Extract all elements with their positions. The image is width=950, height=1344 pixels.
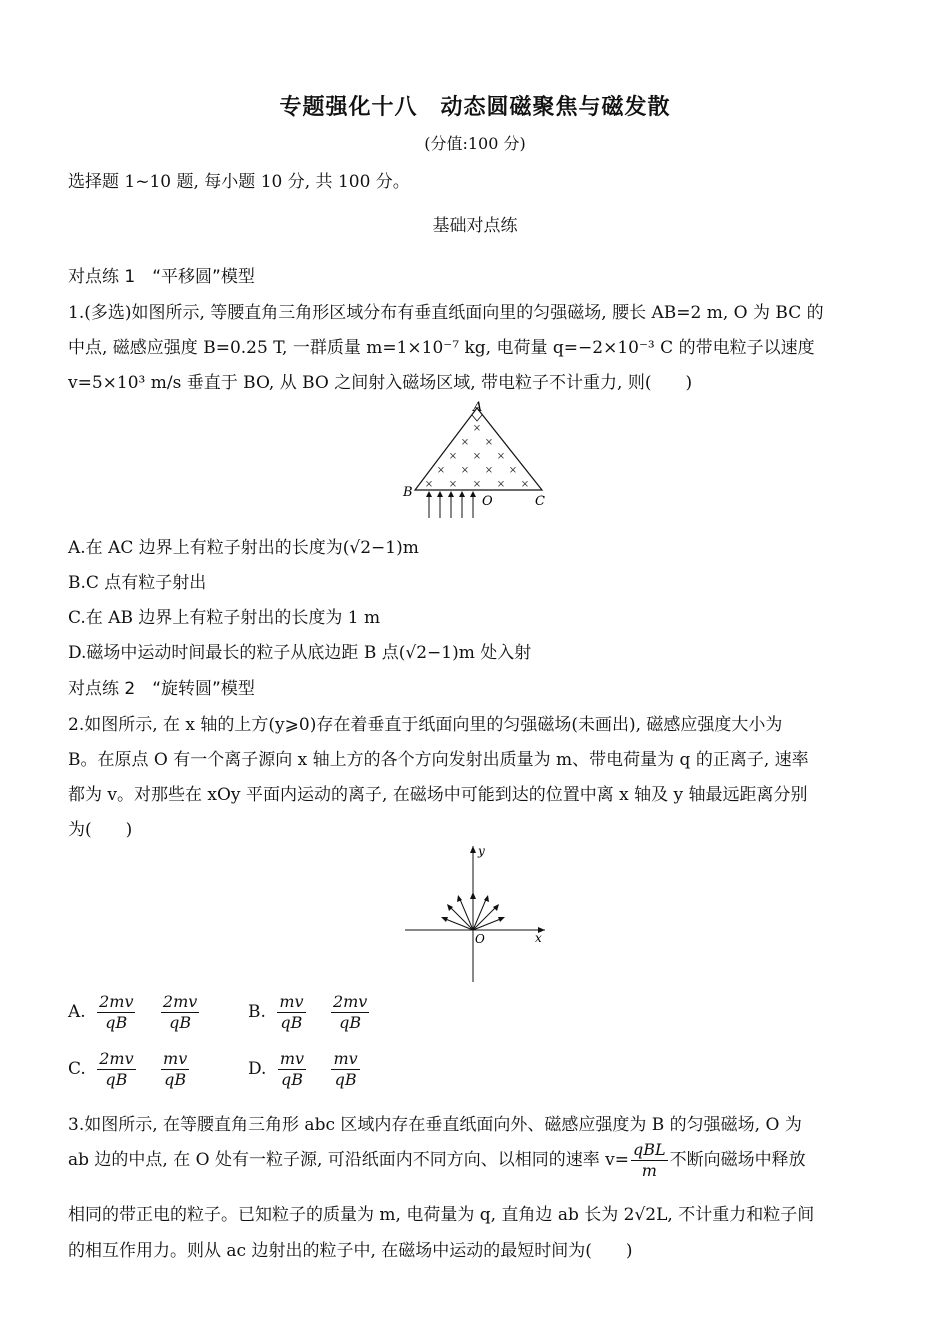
fraction-denominator: qB — [169, 1013, 192, 1032]
fraction-denominator: qB — [164, 1070, 187, 1089]
fraction — [277, 992, 305, 1033]
q2-line2: B。在原点 O 有一个离子源向 x 轴上方的各个方向发射出质量为 m、带电荷量为 q 的正离子, 速率 — [68, 750, 809, 770]
q2-option-b-label: B. — [248, 1002, 266, 1022]
q2-option-c — [68, 1049, 195, 1090]
fraction — [161, 992, 199, 1033]
q2-option-a — [68, 992, 205, 1033]
fraction-denominator: qB — [105, 1070, 128, 1089]
fig2-label-y: y — [478, 844, 485, 858]
fraction — [278, 1049, 306, 1090]
svg-text:×: × — [436, 465, 446, 476]
fraction-denominator: m — [641, 1161, 657, 1180]
q1-option-d: D.磁场中运动时间最长的粒子从底边距 B 点(√2−1)m 处入射 — [68, 643, 532, 663]
fraction-numerator: qBL — [633, 1140, 666, 1159]
q2-option-d — [248, 1049, 366, 1090]
fraction — [631, 1140, 668, 1181]
q1-line3: v=5×10³ m/s 垂直于 BO, 从 BO 之间射入磁场区域, 带电粒子不计重力, 则( ) — [68, 373, 693, 393]
fraction — [97, 992, 135, 1033]
fraction-numerator: 2mv — [99, 992, 134, 1011]
fraction-numerator: mv — [279, 1049, 305, 1068]
svg-text:×: × — [424, 479, 434, 490]
svg-text:×: × — [484, 465, 494, 476]
q2-line1: 2.如图所示, 在 x 轴的上方(y⩾0)存在着垂直于纸面向里的匀强磁场(未画出), 磁感应强度大小为 — [68, 715, 783, 735]
q2-option-d-label: D. — [248, 1059, 267, 1079]
svg-text:×: × — [472, 451, 482, 462]
svg-text:×: × — [496, 451, 506, 462]
svg-text:×: × — [448, 479, 458, 490]
q2-option-c-label: C. — [68, 1059, 86, 1079]
fraction-numerator: mv — [333, 1049, 358, 1068]
fraction-denominator: qB — [280, 1070, 303, 1089]
section-heading: 基础对点练 — [432, 216, 518, 236]
svg-text:×: × — [496, 479, 506, 490]
q3-line2-end: 不断向磁场中释放 — [669, 1150, 806, 1170]
fraction-denominator: qB — [280, 1013, 303, 1032]
svg-text:×: × — [508, 465, 518, 476]
instructions: 选择题 1~10 题, 每小题 10 分, 共 100 分。 — [68, 172, 410, 192]
q3-line2-start: ab 边的中点, 在 O 处有一粒子源, 可沿纸面内不同方向、以相同的速率 v= — [68, 1150, 630, 1170]
svg-text:×: × — [520, 479, 530, 490]
q2-option-a-label: A. — [68, 1002, 86, 1022]
fraction-denominator: qB — [334, 1070, 357, 1089]
axes-figure — [405, 842, 550, 984]
q3-line2 — [68, 1140, 806, 1181]
fig1-label-c: C — [535, 494, 545, 509]
page-title: 专题强化十八 动态圆磁聚焦与磁发散 — [279, 95, 671, 120]
fraction — [161, 1049, 189, 1090]
fraction — [331, 1049, 359, 1090]
q3-line4: 的相互作用力。则从 ac 边射出的粒子中, 在磁场中运动的最短时间为( ) — [68, 1241, 633, 1261]
svg-text:×: × — [460, 465, 470, 476]
q3-line1: 3.如图所示, 在等腰直角三角形 abc 区域内存在垂直纸面向外、磁感应强度为 B 的匀强磁场, O 为 — [68, 1115, 802, 1135]
svg-text:×: × — [448, 451, 458, 462]
fraction-numerator: mv — [163, 1049, 188, 1068]
svg-text:×: × — [460, 437, 470, 448]
svg-text:×: × — [472, 423, 482, 434]
fraction-numerator: 2mv — [332, 992, 368, 1011]
q2-option-b — [248, 992, 375, 1033]
fig1-label-a: A — [473, 400, 483, 415]
fraction-numerator: mv — [279, 992, 304, 1011]
fraction-denominator: qB — [105, 1013, 128, 1032]
practice-heading-2: 对点练 2 “旋转圆”模型 — [68, 679, 255, 699]
q1-option-b: B.C 点有粒子射出 — [68, 573, 207, 593]
q2-line4: 为( ) — [68, 820, 133, 840]
fraction — [331, 992, 369, 1033]
fig1-label-b: B — [403, 485, 413, 500]
q3-line3: 相同的带正电的粒子。已知粒子的质量为 m, 电荷量为 q, 直角边 ab 长为 2√2L, 不计重力和粒子间 — [68, 1205, 815, 1225]
svg-text:×: × — [472, 479, 482, 490]
score-note: (分值:100 分) — [424, 134, 526, 153]
svg-text:×: × — [484, 437, 494, 448]
fraction-numerator: 2mv — [99, 1049, 134, 1068]
q1-line2: 中点, 磁感应强度 B=0.25 T, 一群质量 m=1×10⁻⁷ kg, 电荷量 q=−2×10⁻³ C 的带电粒子以速度 — [68, 338, 815, 358]
fig2-label-x: x — [535, 931, 542, 945]
triangle-figure — [395, 398, 555, 520]
practice-heading-1: 对点练 1 “平移圆”模型 — [68, 267, 255, 287]
q1-line1: 1.(多选)如图所示, 等腰直角三角形区域分布有垂直纸面向里的匀强磁场, 腰长 AB=2 m, O 为 BC 的 — [68, 303, 824, 323]
fig2-label-o: O — [475, 932, 485, 946]
q1-option-a: A.在 AC 边界上有粒子射出的长度为(√2−1)m — [68, 538, 419, 558]
fraction — [97, 1049, 135, 1090]
q1-option-c: C.在 AB 边界上有粒子射出的长度为 1 m — [68, 608, 381, 628]
fig1-label-o: O — [482, 494, 493, 509]
q2-line3: 都为 v。对那些在 xOy 平面内运动的离子, 在磁场中可能到达的位置中离 x 轴及 y 轴最远距离分别 — [68, 785, 808, 805]
fraction-numerator: 2mv — [162, 992, 198, 1011]
fraction-denominator: qB — [339, 1013, 362, 1032]
